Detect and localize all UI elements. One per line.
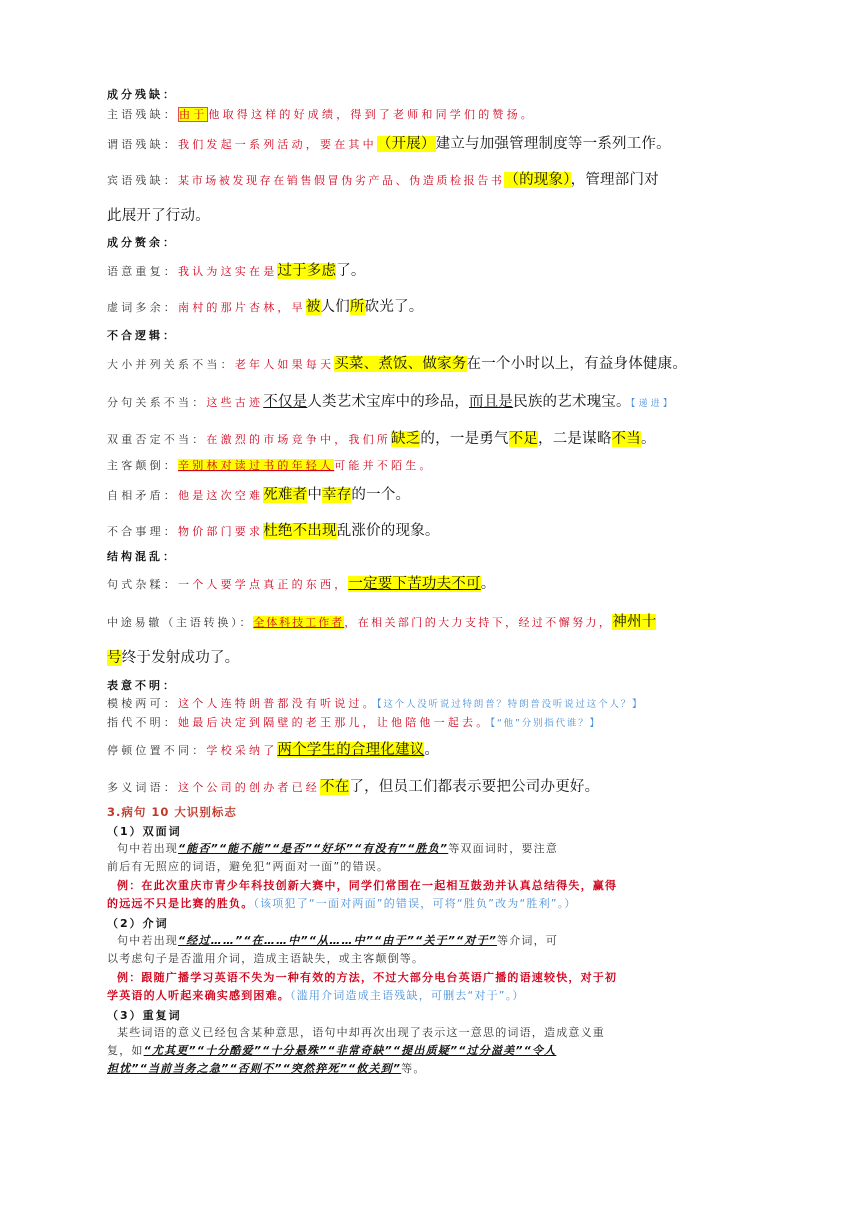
highlight: 不当 [611, 431, 641, 447]
highlight: 过于多虑 [277, 263, 337, 279]
label: 模棱两可： [107, 697, 178, 710]
underline: 而且是 [469, 394, 514, 410]
label: 宾语残缺： [107, 174, 178, 187]
marker-1-desc-2: 前后有无照应的词语，避免犯“两面对一面”的错误。 [107, 860, 390, 873]
label: 停顿位置不同： [107, 744, 207, 757]
label: 中途易辙（主语转换）： [107, 616, 254, 629]
row-contradiction [107, 483, 410, 504]
label: 主语残缺： [107, 108, 178, 121]
highlight: 幸存 [322, 487, 352, 503]
row-meaning-repeat [107, 259, 366, 280]
body-text: 人类艺术宝库中的珍品， [307, 394, 470, 410]
body-text: 终于发射成功了。 [121, 650, 240, 666]
highlight: （开展） [376, 136, 436, 152]
body-text: 等介词，可 [497, 934, 559, 947]
highlight: 死难者 [263, 487, 308, 503]
body-text: 人们 [320, 299, 350, 315]
label: 虚词多余： [107, 301, 178, 314]
section-title-unclear: 表意不明： [107, 679, 177, 692]
example: 老年人如果每天 [234, 358, 335, 371]
highlight: 缺乏 [391, 431, 421, 447]
example: 我认为这实在是 [178, 265, 278, 278]
body-text: 句中若出现 [117, 842, 178, 855]
label: 句式杂糅： [107, 578, 178, 591]
marker-3-desc-3 [107, 1060, 757, 1078]
note: （滥用介词造成主语残缺，可删去“对于”。） [290, 989, 525, 1002]
body-text: 句中若出现 [117, 934, 178, 947]
highlight: 由于 [179, 108, 208, 121]
label: 谓语残缺： [107, 138, 178, 151]
marker-2-desc-2: 以考虑句子是否滥用介词，造成主语缺失，或主客颠倒等。 [107, 952, 425, 965]
example: 他取得这样的好成绩，得到了老师和同学们的赞扬。 [208, 108, 536, 121]
body-text: 建立与加强管理制度等一系列工作。 [435, 136, 671, 152]
body-text: 。 [480, 576, 496, 592]
row-double-negative [107, 427, 656, 448]
row-subject-missing [107, 106, 535, 122]
row-object-missing [107, 168, 659, 189]
example: 这个人连特朗普都没有听说过。 [178, 697, 377, 710]
body-text: 复，如 [107, 1044, 144, 1057]
label: 多义词语： [107, 781, 178, 794]
keywords: “尤其更”“十分酷爱”“十分悬殊”“非常奇缺”“提出质疑”“过分溢美”“令人 [143, 1044, 557, 1057]
row-object-cont: 此展开了行动。 [107, 208, 210, 224]
body-text: 了，但员工们都表示要把公司办更好。 [349, 779, 600, 795]
row-clause [107, 390, 675, 411]
row-unreasonable [107, 519, 440, 540]
example: 这些古迹 [206, 396, 264, 409]
example: 学校采纳了 [206, 744, 278, 757]
highlight: 全体科技工作者 [253, 616, 345, 629]
marker-2-desc [107, 932, 757, 950]
keywords: 担忧”“当前当务之急”“否则不”“突然猝死”“攸关到” [107, 1062, 402, 1075]
example: 的远远不只是比赛的胜负。 [107, 897, 254, 910]
body-text: 中 [307, 487, 323, 503]
body-text: 。 [424, 742, 440, 758]
label: 大小并列关系不当： [107, 358, 235, 371]
highlight: 被 [305, 299, 321, 315]
label: 自相矛盾： [107, 489, 178, 502]
section-title-markers: 3.病句 10 大识别标志 [107, 805, 237, 819]
row-predicate-missing [107, 132, 671, 153]
section-title-illogical: 不合逻辑： [107, 329, 177, 342]
highlight: 号 [107, 650, 122, 666]
body-text: 。 [640, 431, 656, 447]
row-subject-switch [107, 610, 656, 631]
body-text: 的一个。 [351, 487, 411, 503]
note: 【递进】 [630, 399, 676, 409]
highlight: （的现象） [504, 172, 571, 188]
underline: 不仅是 [263, 394, 308, 410]
note: 【这个人没听说过特朗普？特朗普没听说过这个人？】 [376, 699, 644, 710]
marker-2-example: 例：跟随广播学习英语不失为一种有效的方法，不过大部分电台英语广播的语速较快，对于初 [117, 971, 618, 984]
keywords: “能否”“能不能”“是否”“好坏”“有没有”“胜负” [178, 842, 449, 855]
body-text: ，管理部门对 [570, 172, 659, 188]
label: 分句关系不当： [107, 396, 207, 409]
row-reference [107, 714, 601, 730]
highlight: 所 [349, 299, 365, 315]
highlight: 不在 [320, 779, 350, 795]
marker-title-1: （1）双面词 [107, 825, 182, 838]
example: 物价部门要求 [178, 525, 264, 538]
section-title-redundant: 成分赘余： [107, 236, 177, 249]
row-pause [107, 738, 439, 759]
row-subject-switch-cont [107, 646, 239, 667]
body-text: 砍光了。 [364, 299, 424, 315]
highlight: 买菜、煮饭、做家务 [334, 356, 467, 372]
example: 某市场被发现存在销售假冒伪劣产品、伪造质检报告书 [178, 174, 505, 187]
example: ，在相关部门的大力支持下，经过不懈努力， [344, 616, 613, 629]
label: 双重否定不当： [107, 433, 207, 446]
label: 主客颠倒： [107, 459, 178, 472]
row-polysemy [107, 775, 599, 796]
example: 他是这次空难 [178, 489, 264, 502]
marker-1-example-2 [107, 895, 757, 913]
example: 一个人要学点真正的东西， [178, 578, 349, 591]
example: 南村的那片杏林，早 [178, 301, 306, 314]
highlight: 辛别林对读过书的年轻人 [178, 459, 335, 472]
note: 【“他”分别指代谁？】 [490, 718, 601, 729]
highlight: 两个学生的合理化建议 [277, 742, 425, 758]
row-function-word [107, 295, 423, 316]
body-text: 的，一是勇气 [420, 431, 509, 447]
keywords: “经过……”“在……中”“从……中”“由于”“关于”“对于” [178, 934, 498, 947]
marker-1-example: 例：在此次重庆市青少年科技创新大赛中，同学们常围在一起相互鼓劲并认真总结得失，赢得 [117, 879, 618, 892]
body-text: 在一个小时以上，有益身体健康。 [466, 356, 688, 372]
row-ambiguous [107, 695, 643, 711]
body-text: 了。 [336, 263, 366, 279]
example: 可能并不陌生。 [334, 459, 434, 472]
highlight: 一定要下苦功夫不可 [348, 576, 481, 592]
highlight: 神州十 [612, 614, 657, 630]
marker-3-desc: 某些词语的意义已经包含某种意思，语句中却再次出现了表示这一意思的词语，造成意义重 [117, 1026, 605, 1039]
note: （该项犯了“一面对两面”的错误，可将“胜负”改为“胜利”。） [253, 897, 577, 910]
marker-title-2: （2）介词 [107, 917, 169, 930]
example: 在激烈的市场竞争中，我们所 [206, 433, 392, 446]
row-scope [107, 352, 687, 373]
body-text: 等双面词时，要注意 [448, 842, 559, 855]
body-text: 民族的艺术瑰宝。 [513, 394, 631, 410]
marker-2-example-2 [107, 987, 757, 1005]
row-mixed [107, 572, 495, 593]
example: 这个公司的创办者已经 [178, 781, 320, 794]
marker-3-desc-2 [107, 1042, 757, 1060]
example: 她最后决定到隔壁的老王那儿，让他陪他一起去。 [178, 716, 491, 729]
label: 指代不明： [107, 716, 178, 729]
example: 学英语的人听起来确实感到困难。 [107, 989, 290, 1002]
section-title-structure: 结构混乱： [107, 550, 177, 563]
marker-1-desc [107, 840, 757, 858]
label: 语意重复： [107, 265, 178, 278]
section-title-missing: 成分残缺： [107, 88, 177, 101]
body-text: ，二是谋略 [538, 431, 612, 447]
highlight: 不足 [508, 431, 539, 447]
highlight: 杜绝不出现 [263, 523, 337, 539]
marker-title-3: （3）重复词 [107, 1009, 182, 1022]
label: 不合事理： [107, 525, 178, 538]
row-inverted [107, 457, 434, 473]
body-text: 等。 [401, 1062, 426, 1075]
body-text: 乱涨价的现象。 [336, 523, 440, 539]
example: 我们发起一系列活动，要在其中 [178, 138, 377, 151]
